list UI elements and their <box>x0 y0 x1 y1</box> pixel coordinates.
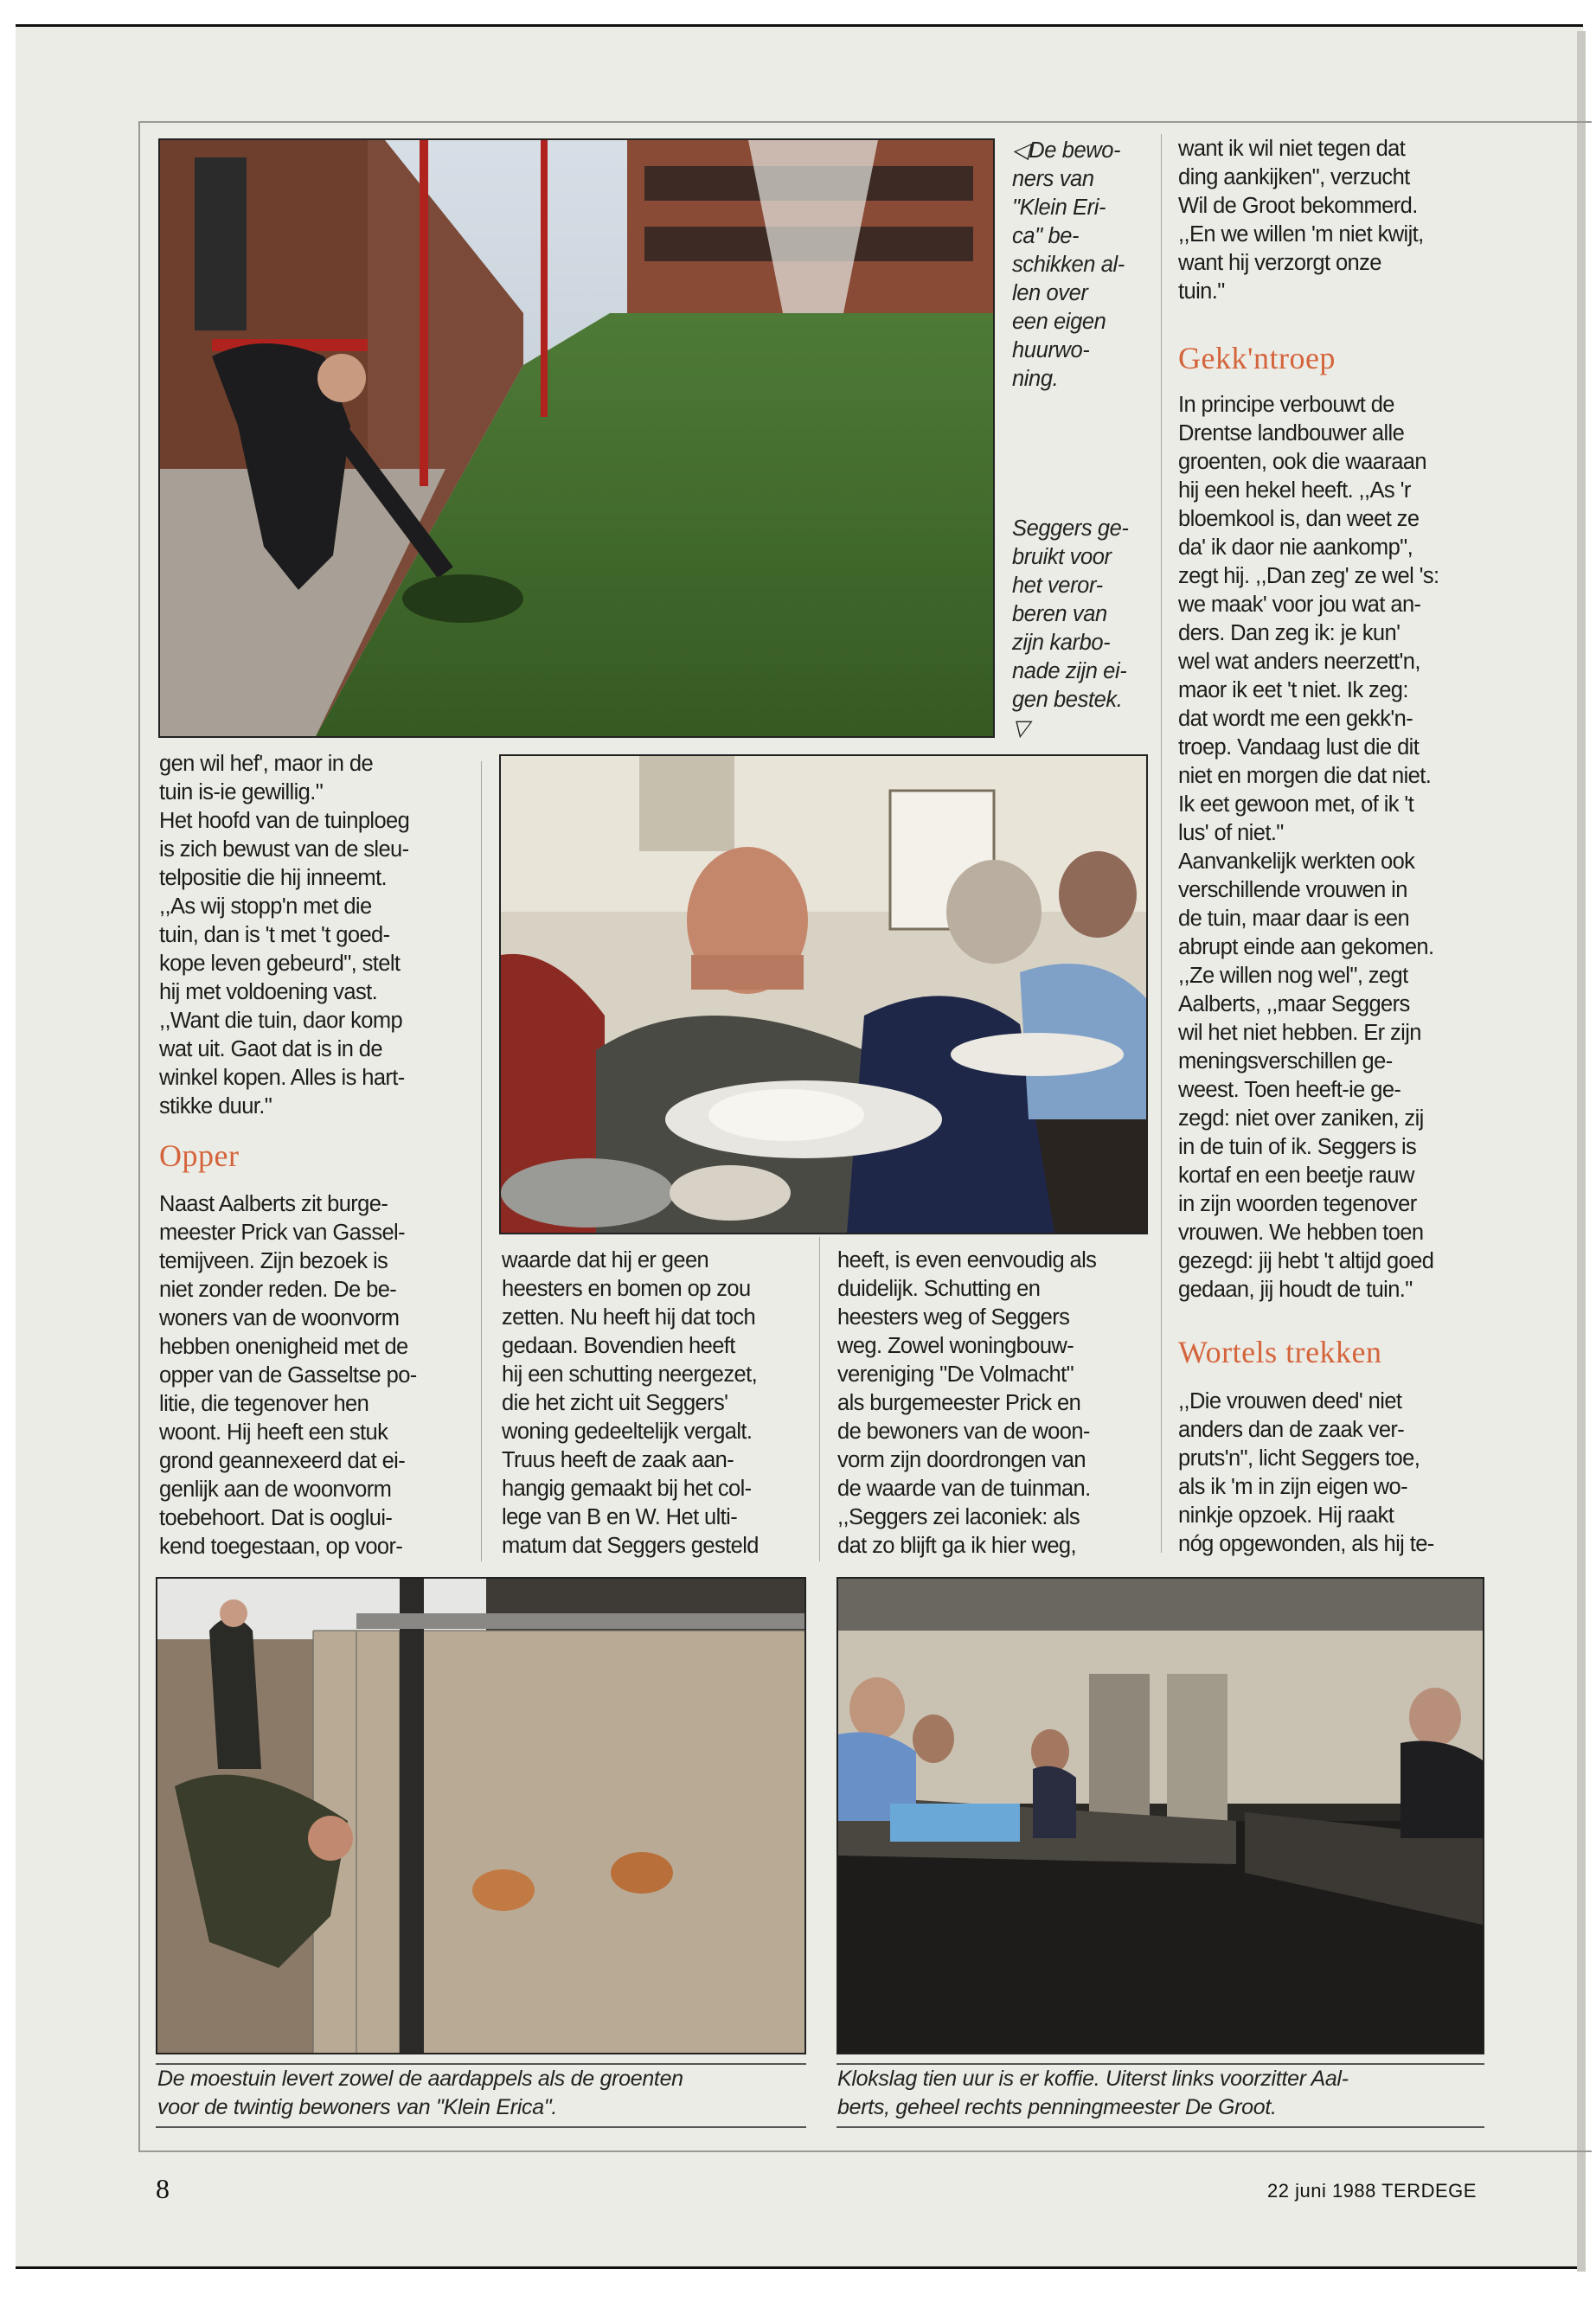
column-rule <box>1161 134 1162 1553</box>
photo-garden-building <box>158 138 995 738</box>
text-col-right-wortels: ,,Die vrouwen deed' niet anders dan de zaak ver- pruts'n", licht Seggers toe, als ik 'm in zijn eigen wo- ninkje opzoek. Hij raakt nóg opgewonden, als hij te- <box>1178 1389 1434 1556</box>
frame-rule-top <box>138 121 1592 123</box>
column-rule <box>819 1237 820 1561</box>
text-col-left-opper: Naast Aalberts zit burge- meester Prick van Gassel- temijveen. Zijn bezoek is niet zonder reden. De be- woners van de woonvorm hebben onenigheid met de opper van de Gasseltse po- litie, die tegenover hen woont. Hij heeft een stuk grond geannexeerd dat ei- genlijk aan de woonvorm toebehoort. Dat is ooglui- kend toegestaan, op voor- <box>159 1192 417 1559</box>
photo-coffee-hall <box>836 1577 1484 2054</box>
frame-rule-left <box>138 121 140 2150</box>
arrow-down-icon: ▽ <box>1012 716 1029 740</box>
text-col-third-bottom: heeft, is even eenvoudig als duidelijk. Schutting en heesters weg of Seggers weg. Zowel woningbouw- vereniging "De Volmacht" als burgemeester Prick en de bewoners van de woon- vorm zijn doordrongen van de waarde van de tuinman. ,,Seggers zei laconiek: als dat zo blijft ga ik hier weg, <box>837 1248 1097 1558</box>
heading-opper: Opper <box>159 1138 240 1173</box>
caption-residents: ◁De bewo- ners van "Klein Eri- ca" be- schikken al- len over een eigen huurwo- ning. <box>1012 138 1125 391</box>
text-col-right-top: want ik wil niet tegen dat ding aankijken", verzucht Wil de Groot bekommerd. ,,En we willen 'm niet kwijt, want hij verzorgt onze tuin." <box>1178 137 1424 304</box>
page-number: 8 <box>156 2173 170 2204</box>
heading-wortels-trekken: Wortels trekken <box>1178 1335 1382 1369</box>
frame-rule-bottom <box>138 2150 1592 2152</box>
photo-vegetable-garden <box>156 1577 806 2054</box>
issue-date: 22 juni 1988 TERDEGE <box>1267 2180 1477 2202</box>
text-col-left-mid: gen wil hef', maor in de tuin is-ie gewillig." Het hoofd van de tuinploeg is zich bewust van de sleu- telpositie die hij inneemt. ,,As wij stopp'n met die tuin, dan is 't met 't goed- kope leven gebeurd", stelt hij met voldoening vast. ,,Want die tuin, daor komp wat uit. Gaot dat is in de winkel kopen. Alles is hart- stikke duur." <box>159 752 410 1118</box>
column-rule <box>481 761 482 1561</box>
page-edge <box>1577 31 1586 2272</box>
caption-vegetable-garden: De moestuin levert zowel de aardappels als de groenten voor de twintig bewoners van "Klein Erica". <box>157 2067 683 2119</box>
arrow-left-icon: ◁ <box>1012 138 1029 163</box>
caption-seggers: Seggers ge- bruikt voor het veror- beren van zijn karbo- nade zijn ei- gen bestek. ▽ <box>1012 515 1159 743</box>
heading-gekkntroep: Gekk'ntroep <box>1178 341 1336 375</box>
text-col-right-gekkntroep: In principe verbouwt de Drentse landbouwer alle groenten, ook die waaraan hij een hekel heeft. ,,As 'r bloemkool is, dan weet ze da' ik daor nie aankomp", zegt hij. ,,Dan zeg' ze wel 's: we maak' voor jou wat an- ders. Dan zeg ik: je kun' wel wat anders neerzett'n, maor ik eet 't niet. Ik zeg: dat wordt me een gekk'n- troep. Vandaag lust die dit niet en morgen die dat niet. Ik eet gewoon met, of ik 't lus' of niet." Aanvankelijk werkten ook verschillende vrouwen in de tuin, maar daar is een abrupt einde aan gekomen. ,,Ze willen nog wel", zegt Aalberts, ,,maar Seggers wil het niet hebben. Er zijn meningsverschillen ge- weest. Toen heeft-ie ge- zegd: niet over zaniken, zij in de tuin of ik. Seggers is kortaf en een beetje rauw in zijn woorden tegenover vrouwen. We hebben toen gezegd: jij hebt 't altijd goed gedaan, jij houdt de tuin." <box>1178 393 1439 1302</box>
caption-coffee-hall: Klokslag tien uur is er koffie. Uiterst links voorzitter Aal- berts, geheel rechts penningmeester De Groot. <box>837 2067 1349 2119</box>
caption-rule <box>156 2126 806 2128</box>
text-col-mid-bottom: waarde dat hij er geen heesters en bomen op zou zetten. Nu heeft hij dat toch gedaan. Bovendien heeft hij een schutting neergezet, die het zicht uit Seggers' woning gedeeltelijk vergalt. Truus heeft de zaak aan- hangig gemaakt bij het col- lege van B en W. Het ulti- matum dat Seggers gesteld <box>502 1248 759 1558</box>
photo-dining-residents <box>499 754 1148 1234</box>
caption-rule <box>836 2126 1484 2128</box>
